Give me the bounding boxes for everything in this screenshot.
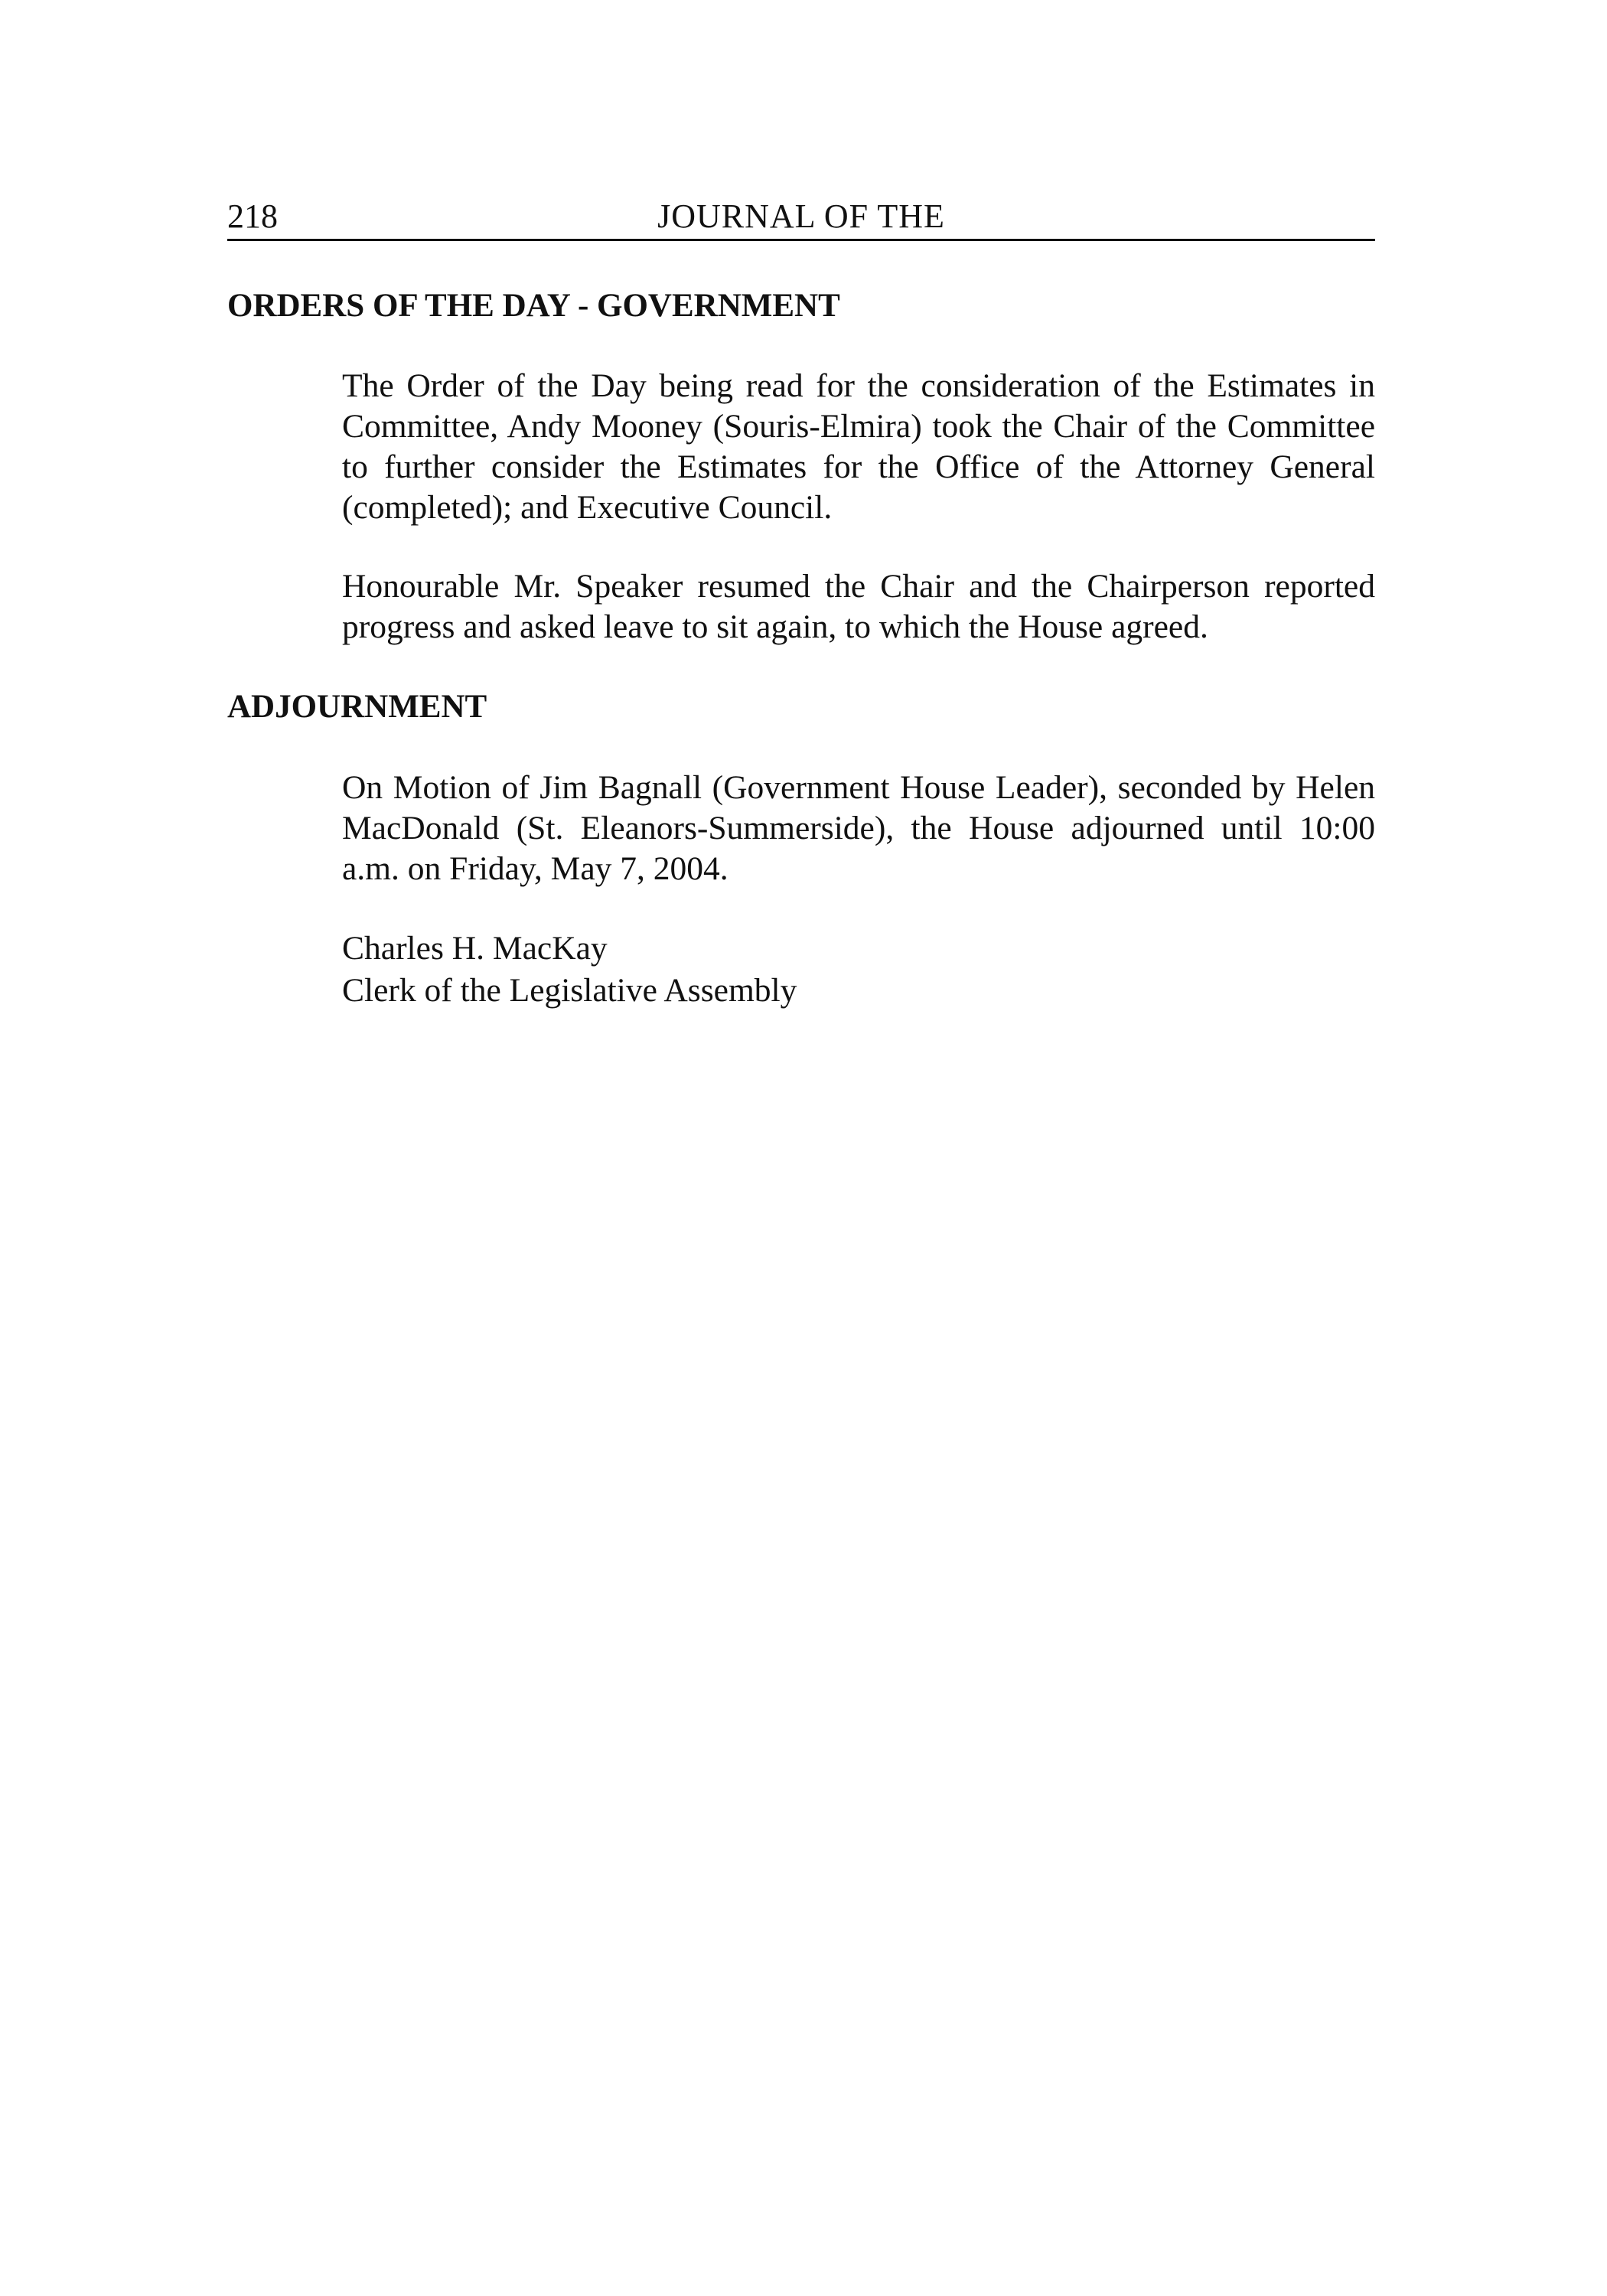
signatory-name: Charles H. MacKay xyxy=(342,930,608,967)
adjournment-paragraph: On Motion of Jim Bagnall (Government House Leader), seconded by Helen MacDonald (St. Eleanors-Summerside), the House adjourned until 10:00 a.m. on Friday, May 7, 2004. xyxy=(342,769,1375,887)
orders-paragraph-estimates: The Order of the Day being read for the consideration of the Estimates in Committee, Andy Mooney (Souris-Elmira) took the Chair of the Committee to further consider the Estimates for the Office of the Attorney General (completed); and Executive Council. xyxy=(342,367,1375,526)
signatory-title: Clerk of the Legislative Assembly xyxy=(342,972,797,1009)
journal-title: JOURNAL OF THE xyxy=(657,197,945,235)
section-heading-orders-of-the-day: ORDERS OF THE DAY - GOVERNMENT xyxy=(227,288,840,324)
running-header xyxy=(227,194,1375,241)
section-heading-adjournment: ADJOURNMENT xyxy=(227,689,487,725)
page-number: 218 xyxy=(227,197,278,235)
signature-block xyxy=(342,928,1375,1012)
orders-paragraph-speaker: Honourable Mr. Speaker resumed the Chair and the Chairperson reported progress and asked leave to sit again, to which the House agreed. xyxy=(342,568,1375,645)
